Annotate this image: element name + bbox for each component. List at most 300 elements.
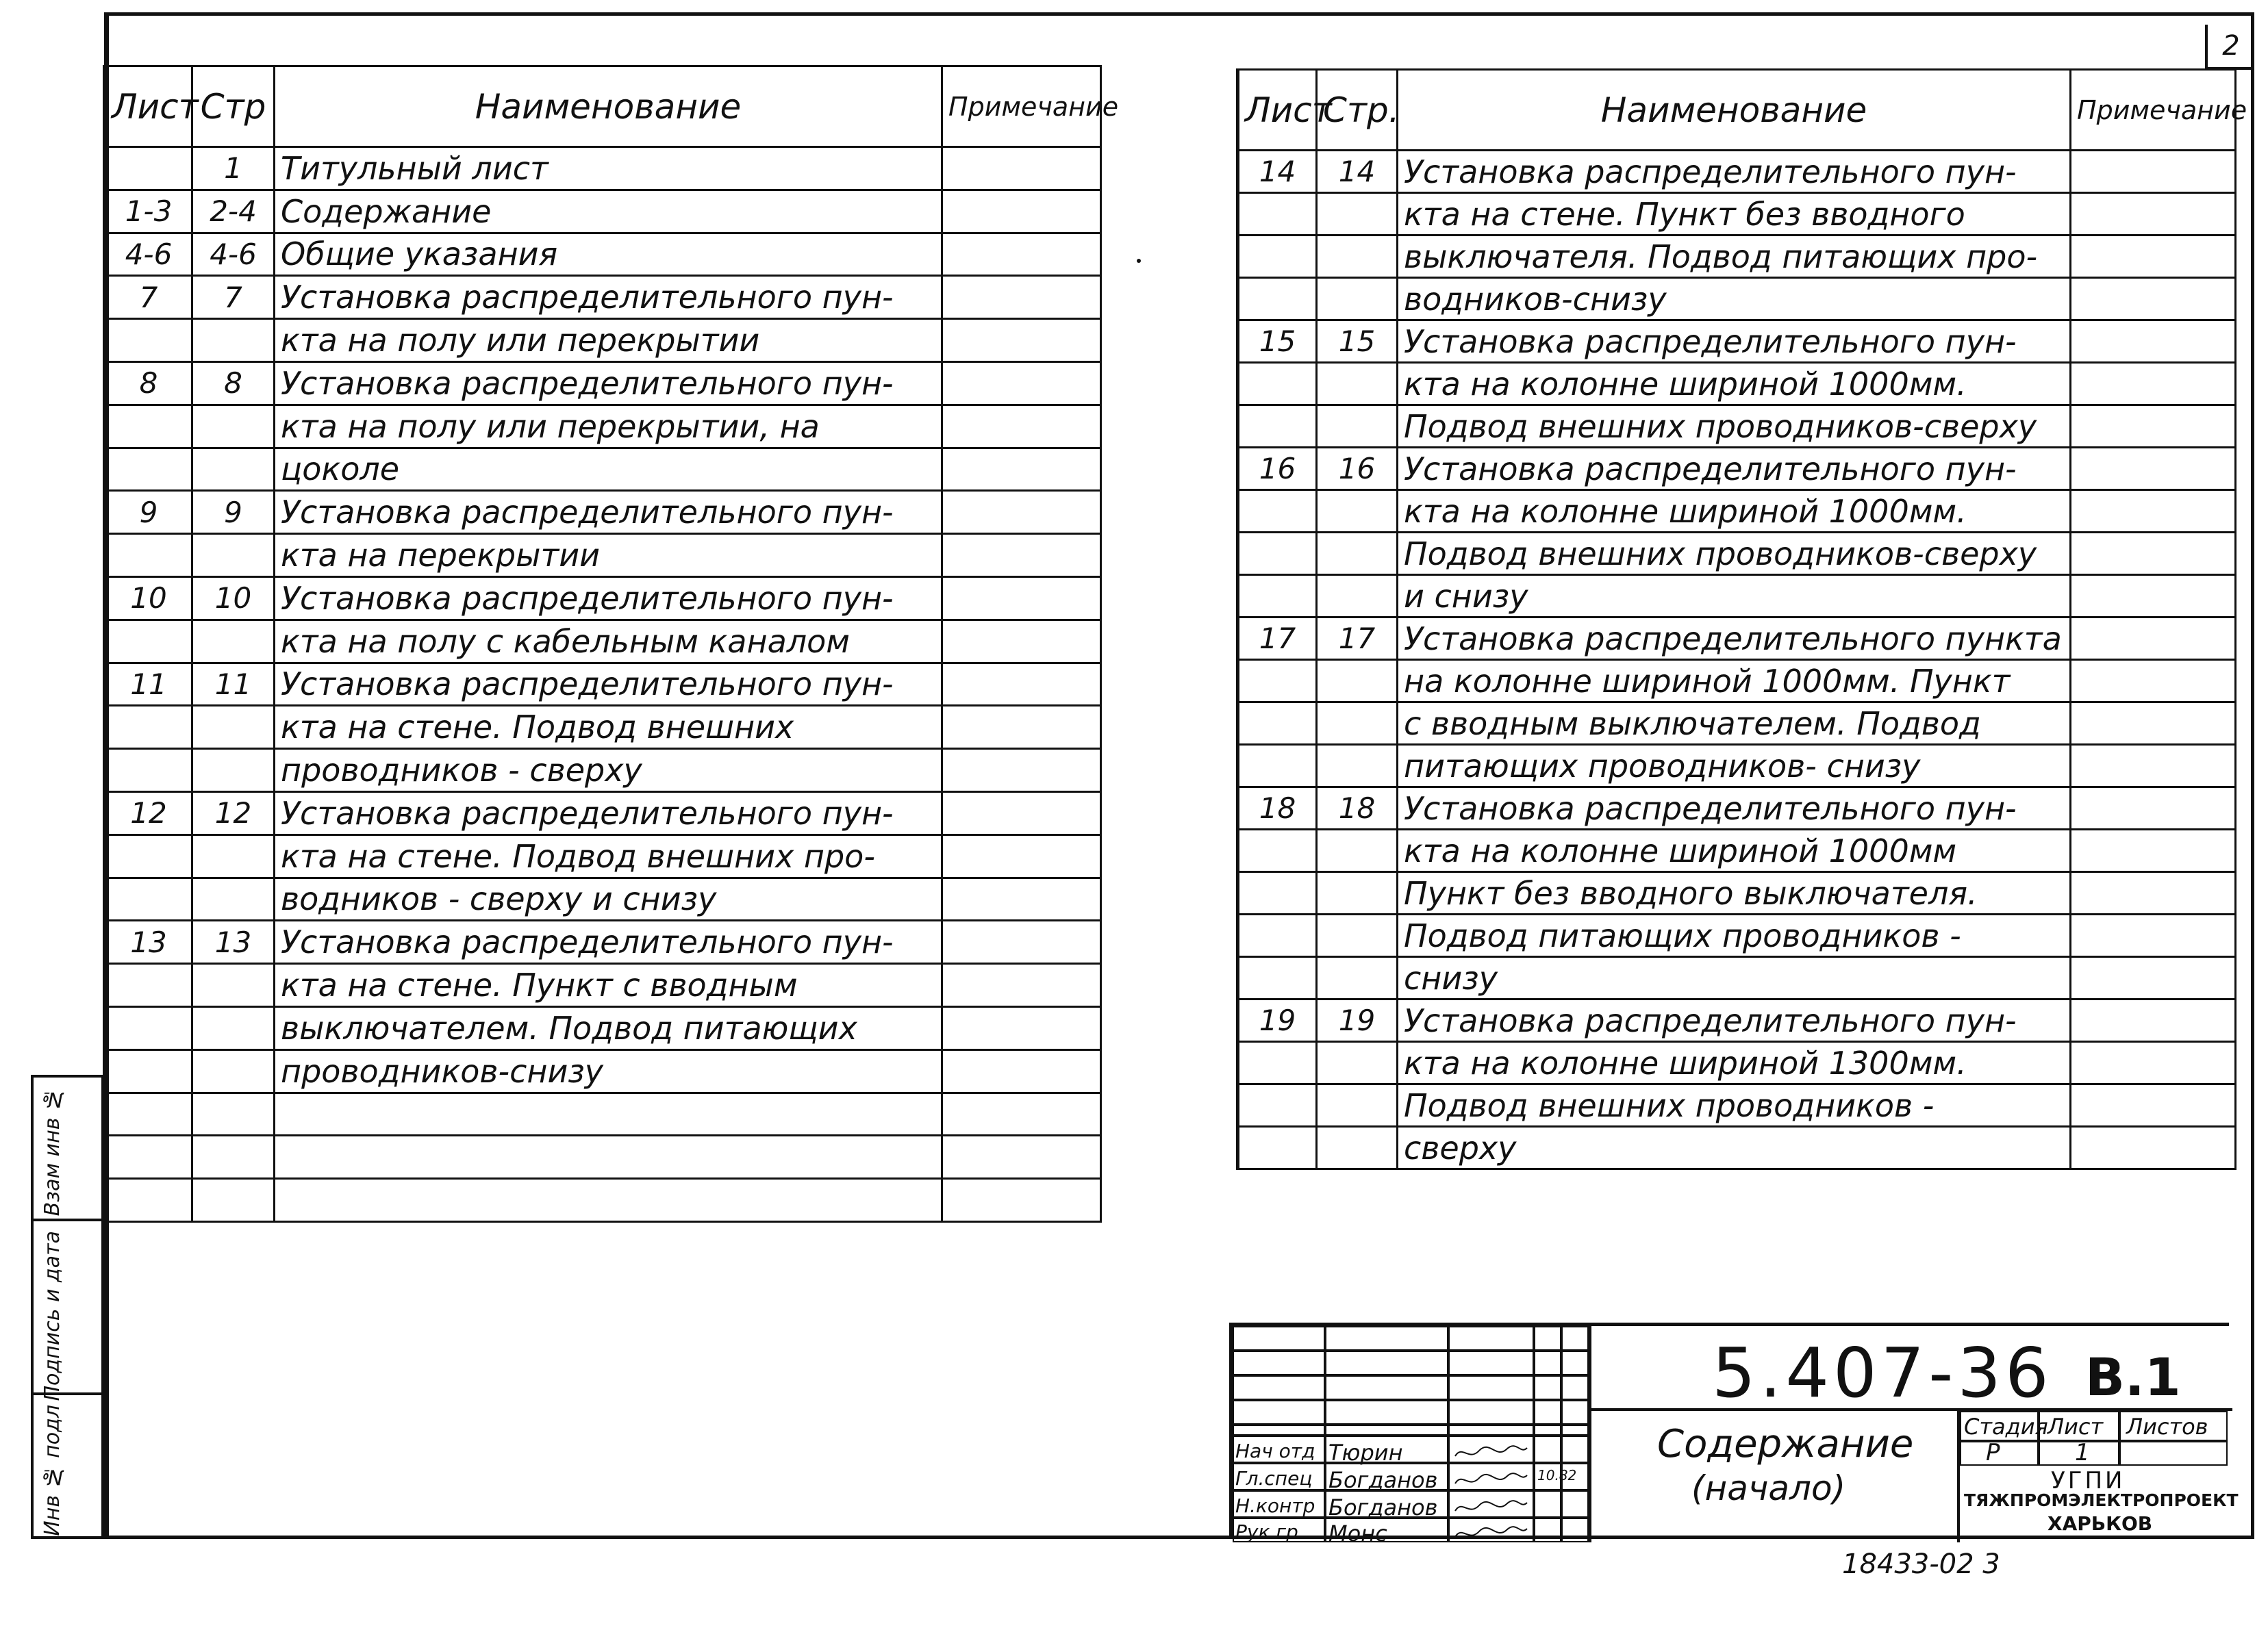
- cell-list: 4-6: [105, 233, 192, 276]
- cell-page: [192, 1006, 275, 1049]
- cell-name: на колонне шириной 1000мм. Пункт: [1398, 660, 2071, 702]
- cell-note: [2071, 745, 2236, 787]
- cell-page: [192, 534, 275, 577]
- cell-page: [192, 1179, 275, 1222]
- cell-name: Установка распределительного пун-: [275, 576, 942, 620]
- cell-page: [192, 319, 275, 362]
- table-row: [1238, 745, 2236, 787]
- cell-note: [2071, 1042, 2236, 1084]
- cell-note: [2071, 448, 2236, 490]
- sheet-value: 1: [2075, 1439, 2090, 1466]
- cell-name: Установка распределительного пун-: [275, 921, 942, 964]
- cell-note: [2071, 575, 2236, 617]
- cell-list: [1238, 872, 1317, 915]
- cell-page: [1317, 575, 1398, 617]
- cell-page: [192, 749, 275, 792]
- cell-note: [2071, 151, 2236, 193]
- table-row: [105, 233, 1101, 276]
- handwritten-signature: [1452, 1468, 1530, 1493]
- signature-name: Монс: [1328, 1520, 1387, 1546]
- cell-name: Подвод внешних проводников-сверху: [1398, 405, 2071, 448]
- cell-page: [1317, 660, 1398, 702]
- cell-list: [1238, 830, 1317, 872]
- cell-list: 1-3: [105, 190, 192, 233]
- signature-grid-cell: [1233, 1326, 1325, 1351]
- cell-list: [105, 319, 192, 362]
- cell-name: кта на колонне шириной 1000мм: [1398, 830, 2071, 872]
- cell-note: [2071, 490, 2236, 533]
- cell-name: водников - сверху и снизу: [275, 878, 942, 921]
- signature-grid-cell: [1448, 1351, 1534, 1375]
- cell-page: 8: [192, 361, 275, 405]
- table-row: [105, 620, 1101, 663]
- cell-note: [2071, 278, 2236, 320]
- header-list: Лист: [105, 66, 192, 147]
- table-row: [105, 921, 1101, 964]
- cell-list: [1238, 745, 1317, 787]
- header-note: Примечание: [2071, 70, 2236, 151]
- cell-list: [1238, 278, 1317, 320]
- table-header-row: [105, 66, 1101, 147]
- cell-list: [105, 448, 192, 491]
- cell-list: 7: [105, 276, 192, 319]
- strip-cell-vzam: [34, 1075, 101, 1219]
- cell-name: кта на колонне шириной 1000мм.: [1398, 490, 2071, 533]
- cell-list: [105, 878, 192, 921]
- table-row: [105, 1006, 1101, 1049]
- cell-page: 13: [192, 921, 275, 964]
- cell-page: 14: [1317, 151, 1398, 193]
- cell-name: с вводным выключателем. Подвод: [1398, 702, 2071, 745]
- cell-name: выключателя. Подвод питающих про-: [1398, 235, 2071, 278]
- cell-list: [1238, 1127, 1317, 1169]
- cell-page: 19: [1317, 999, 1398, 1042]
- table-row: [1238, 490, 2236, 533]
- cell-note: [942, 576, 1101, 620]
- sheet-label: Лист: [2048, 1414, 2104, 1440]
- cell-note: [2071, 320, 2236, 363]
- cell-list: [105, 1049, 192, 1093]
- cell-list: [105, 1093, 192, 1136]
- cell-name: проводников-снизу: [275, 1049, 942, 1093]
- signature-grid-cell: [1561, 1425, 1589, 1436]
- cell-note: [942, 1136, 1101, 1179]
- sheet-title: Содержание: [1657, 1422, 1914, 1466]
- cell-list: [105, 1179, 192, 1222]
- cell-note: [2071, 1084, 2236, 1127]
- cell-page: [1317, 405, 1398, 448]
- cell-list: [1238, 702, 1317, 745]
- table-header-row: [1238, 70, 2236, 151]
- signature-grid-cell: [1534, 1400, 1561, 1425]
- table-row: [105, 534, 1101, 577]
- cell-list: [105, 706, 192, 749]
- cell-note: [2071, 957, 2236, 999]
- cell-note: [942, 663, 1101, 706]
- table-row: [105, 276, 1101, 319]
- cell-note: [2071, 702, 2236, 745]
- cell-page: [192, 878, 275, 921]
- table-row: [1238, 193, 2236, 235]
- cell-list: [1238, 575, 1317, 617]
- stage-value: Р: [1986, 1439, 2000, 1466]
- cell-name: Установка распределительного пун-: [1398, 151, 2071, 193]
- cell-page: [192, 706, 275, 749]
- cell-name: кта на стене. Пункт с вводным: [275, 964, 942, 1007]
- cell-page: [1317, 872, 1398, 915]
- header-page: Стр.: [1317, 70, 1398, 151]
- table-row: [1238, 702, 2236, 745]
- strip-cell-podpis: [34, 1219, 101, 1401]
- table-row: [1238, 617, 2236, 660]
- archive-number: 18433-02 3: [1842, 1549, 2000, 1580]
- handwritten-signature: [1452, 1522, 1530, 1546]
- cell-note: [942, 921, 1101, 964]
- table-row: [105, 405, 1101, 448]
- cell-list: [1238, 193, 1317, 235]
- cell-list: 13: [105, 921, 192, 964]
- signature-grid-cell: [1534, 1436, 1561, 1463]
- cell-note: [942, 276, 1101, 319]
- cell-note: [942, 964, 1101, 1007]
- signature-grid-cell: [1448, 1375, 1534, 1400]
- cell-name: проводников - сверху: [275, 749, 942, 792]
- cell-page: 16: [1317, 448, 1398, 490]
- cell-name: Подвод внешних проводников-сверху: [1398, 533, 2071, 575]
- cell-name: кта на стене. Подвод внешних про-: [275, 835, 942, 878]
- cell-note: [2071, 787, 2236, 830]
- cell-name: кта на перекрытии: [275, 534, 942, 577]
- cell-note: [942, 147, 1101, 190]
- cell-page: 4-6: [192, 233, 275, 276]
- cell-note: [942, 1049, 1101, 1093]
- title-block: [1229, 1323, 2239, 1546]
- cell-list: 18: [1238, 787, 1317, 830]
- cell-name: водников-снизу: [1398, 278, 2071, 320]
- table-row: [1238, 235, 2236, 278]
- signature-role: Н.контр: [1235, 1494, 1315, 1517]
- signature-grid-cell: [1448, 1400, 1534, 1425]
- handwritten-signature: [1452, 1441, 1530, 1466]
- cell-note: [942, 361, 1101, 405]
- cell-page: [1317, 363, 1398, 405]
- signature-name: Тюрин: [1328, 1440, 1403, 1466]
- sheet-number-box: 2: [2205, 25, 2254, 70]
- cell-page: [1317, 533, 1398, 575]
- cell-name: кта на полу или перекрытии: [275, 319, 942, 362]
- org-line-3: ХАРЬКОВ: [2048, 1512, 2153, 1535]
- cell-page: [192, 620, 275, 663]
- cell-page: [1317, 490, 1398, 533]
- cell-list: [105, 620, 192, 663]
- header-page: Стр: [192, 66, 275, 147]
- header-note: Примечание: [942, 66, 1101, 147]
- cell-note: [942, 491, 1101, 534]
- signature-grid-cell: [1561, 1518, 1589, 1542]
- cell-page: [1317, 745, 1398, 787]
- table-row: [1238, 660, 2236, 702]
- sheet-subtitle: (начало): [1691, 1468, 1846, 1508]
- cell-name: Установка распределительного пун-: [275, 491, 942, 534]
- cell-name: Подвод внешних проводников -: [1398, 1084, 2071, 1127]
- table-row: [105, 147, 1101, 190]
- cell-note: [942, 190, 1101, 233]
- cell-list: 12: [105, 791, 192, 835]
- cell-note: [2071, 660, 2236, 702]
- sheets-value-cell: [2119, 1441, 2228, 1466]
- cell-note: [2071, 363, 2236, 405]
- cell-note: [942, 319, 1101, 362]
- signature-name: Богданов: [1328, 1494, 1438, 1520]
- table-row: [105, 749, 1101, 792]
- cell-page: [192, 448, 275, 491]
- cell-name: Установка распределительного пун-: [275, 361, 942, 405]
- table-row: [1238, 872, 2236, 915]
- org-line-2: ТЯЖПРОМЭЛЕКТРОПРОЕКТ: [1964, 1490, 2239, 1510]
- cell-name: сверху: [1398, 1127, 2071, 1169]
- cell-list: 19: [1238, 999, 1317, 1042]
- table-row: [1238, 448, 2236, 490]
- cell-note: [2071, 533, 2236, 575]
- cell-note: [942, 405, 1101, 448]
- cell-list: [1238, 1084, 1317, 1127]
- cell-name: кта на стене. Пункт без вводного: [1398, 193, 2071, 235]
- signature-grid-cell: [1561, 1400, 1589, 1425]
- cell-page: 18: [1317, 787, 1398, 830]
- signature-grid-cell: [1534, 1351, 1561, 1375]
- cell-name: [275, 1179, 942, 1222]
- signature-grid-cell: [1325, 1400, 1448, 1425]
- cell-list: 10: [105, 576, 192, 620]
- cell-list: [1238, 363, 1317, 405]
- header-name: Наименование: [1398, 70, 2071, 151]
- cell-note: [2071, 617, 2236, 660]
- table-row: [1238, 533, 2236, 575]
- table-row: [1238, 278, 2236, 320]
- table-row: [105, 1093, 1101, 1136]
- cell-page: [1317, 1127, 1398, 1169]
- table-row: [1238, 151, 2236, 193]
- table-row: [105, 491, 1101, 534]
- cell-name: Установка распределительного пун-: [1398, 320, 2071, 363]
- cell-name: Содержание: [275, 190, 942, 233]
- cell-list: [105, 749, 192, 792]
- cell-list: 17: [1238, 617, 1317, 660]
- cell-page: [192, 405, 275, 448]
- signature-grid-cell: [1561, 1326, 1589, 1351]
- cell-name: Установка распределительного пун-: [275, 791, 942, 835]
- cell-list: [105, 1006, 192, 1049]
- table-row: [105, 663, 1101, 706]
- cell-list: [105, 835, 192, 878]
- cell-list: [105, 405, 192, 448]
- cell-page: [1317, 235, 1398, 278]
- signature-name: Богданов: [1328, 1467, 1438, 1493]
- cell-note: [942, 1093, 1101, 1136]
- cell-list: [1238, 533, 1317, 575]
- cell-name: Установка распределительного пун-: [1398, 999, 2071, 1042]
- signature-grid-cell: [1561, 1436, 1589, 1463]
- cell-page: [1317, 957, 1398, 999]
- cell-list: [1238, 1042, 1317, 1084]
- cell-page: 7: [192, 276, 275, 319]
- cell-name: [275, 1093, 942, 1136]
- signature-grid-cell: [1325, 1351, 1448, 1375]
- cell-note: [942, 835, 1101, 878]
- cell-page: [1317, 193, 1398, 235]
- table-row: [105, 791, 1101, 835]
- cell-page: 12: [192, 791, 275, 835]
- table-row: [105, 319, 1101, 362]
- cell-list: 9: [105, 491, 192, 534]
- signature-role: Гл.спец: [1235, 1467, 1313, 1490]
- cell-name: Общие указания: [275, 233, 942, 276]
- cell-note: [942, 233, 1101, 276]
- table-row: [1238, 830, 2236, 872]
- signature-grid-cell: [1233, 1425, 1325, 1436]
- table-row: [1238, 999, 2236, 1042]
- cell-page: 10: [192, 576, 275, 620]
- cell-name: кта на полу с кабельным каналом: [275, 620, 942, 663]
- cell-list: [105, 147, 192, 190]
- table-row: [105, 835, 1101, 878]
- cell-list: [105, 534, 192, 577]
- org-line-1: УГПИ: [2051, 1467, 2126, 1494]
- signature-grid-cell: [1233, 1351, 1325, 1375]
- cell-page: [192, 1093, 275, 1136]
- cell-name: Титульный лист: [275, 147, 942, 190]
- signature-date: 10.82: [1537, 1467, 1577, 1483]
- cell-name: кта на колонне шириной 1000мм.: [1398, 363, 2071, 405]
- signature-grid-cell: [1534, 1425, 1561, 1436]
- signature-grid-cell: [1534, 1326, 1561, 1351]
- cell-note: [2071, 830, 2236, 872]
- signature-grid-cell: [1233, 1400, 1325, 1425]
- cell-note: [942, 749, 1101, 792]
- cell-name: кта на стене. Подвод внешних: [275, 706, 942, 749]
- sheets-label: Листов: [2126, 1414, 2208, 1440]
- cell-list: [1238, 405, 1317, 448]
- cell-note: [942, 791, 1101, 835]
- table-row: [1238, 320, 2236, 363]
- cell-note: [942, 534, 1101, 577]
- binding-strip: [31, 1075, 104, 1539]
- cell-list: [1238, 915, 1317, 957]
- cell-note: [942, 448, 1101, 491]
- cell-page: 15: [1317, 320, 1398, 363]
- cell-name: Установка распределительного пун-: [1398, 787, 2071, 830]
- cell-name: питающих проводников- снизу: [1398, 745, 2071, 787]
- cell-page: 1: [192, 147, 275, 190]
- table-row: [1238, 1042, 2236, 1084]
- header-list: Лист: [1238, 70, 1317, 151]
- strip-cell-inv: [34, 1392, 101, 1539]
- cell-name: цоколе: [275, 448, 942, 491]
- cell-note: [2071, 235, 2236, 278]
- table-row: [105, 1179, 1101, 1222]
- cell-note: [2071, 405, 2236, 448]
- signature-grid-cell: [1561, 1375, 1589, 1400]
- table-row: [105, 964, 1101, 1007]
- strip-label-inv: Инв № подл: [40, 1405, 64, 1536]
- strip-label-podpis: Подпись и дата: [40, 1231, 64, 1401]
- cell-list: 15: [1238, 320, 1317, 363]
- volume-label: В.1: [2085, 1347, 2181, 1408]
- cell-name: Установка распределительного пун-: [275, 276, 942, 319]
- cell-name: Подвод питающих проводников -: [1398, 915, 2071, 957]
- signature-grid-cell: [1534, 1490, 1561, 1518]
- cell-name: Установка распределительного пун-: [1398, 448, 2071, 490]
- cell-name: выключателем. Подвод питающих: [275, 1006, 942, 1049]
- cell-name: Установка распределительного пункта: [1398, 617, 2071, 660]
- cell-page: [1317, 915, 1398, 957]
- contents-table-left: [103, 65, 1119, 1223]
- cell-page: 11: [192, 663, 275, 706]
- cell-name: Установка распределительного пун-: [275, 663, 942, 706]
- handwritten-signature: [1452, 1496, 1530, 1520]
- cell-note: [2071, 1127, 2236, 1169]
- table-row: [105, 706, 1101, 749]
- signature-grid-cell: [1534, 1518, 1561, 1542]
- divider: [1589, 1323, 1591, 1542]
- strip-label-vzam: Взам инв №: [40, 1087, 64, 1217]
- table-row: [1238, 957, 2236, 999]
- table-row: [1238, 915, 2236, 957]
- cell-list: [1238, 235, 1317, 278]
- cell-note: [2071, 915, 2236, 957]
- cell-list: 14: [1238, 151, 1317, 193]
- signature-grid-cell: [1325, 1326, 1448, 1351]
- cell-page: [192, 1049, 275, 1093]
- cell-note: [942, 620, 1101, 663]
- cell-list: [1238, 660, 1317, 702]
- table-row: [105, 190, 1101, 233]
- cell-list: [1238, 957, 1317, 999]
- cell-name: Пункт без вводного выключателя.: [1398, 872, 2071, 915]
- cell-note: [942, 878, 1101, 921]
- cell-page: [1317, 1084, 1398, 1127]
- cell-page: [1317, 278, 1398, 320]
- cell-page: 17: [1317, 617, 1398, 660]
- cell-name: кта на колонне шириной 1300мм.: [1398, 1042, 2071, 1084]
- cell-note: [2071, 872, 2236, 915]
- cell-page: [1317, 702, 1398, 745]
- document-code: 5.407-36: [1712, 1333, 2053, 1413]
- cell-name: кта на полу или перекрытии, на: [275, 405, 942, 448]
- cell-list: 16: [1238, 448, 1317, 490]
- table-row: [105, 1136, 1101, 1179]
- cell-page: [192, 1136, 275, 1179]
- signature-role: Нач отд: [1235, 1440, 1315, 1462]
- cell-list: 11: [105, 663, 192, 706]
- cell-note: [942, 1179, 1101, 1222]
- signature-role: Рук гр: [1235, 1520, 1298, 1543]
- table-row: [105, 576, 1101, 620]
- ink-dot: [1137, 259, 1141, 263]
- signature-grid-cell: [1561, 1351, 1589, 1375]
- cell-page: 9: [192, 491, 275, 534]
- table-row: [105, 878, 1101, 921]
- cell-page: 2-4: [192, 190, 275, 233]
- table-row: [1238, 787, 2236, 830]
- cell-list: [105, 964, 192, 1007]
- table-row: [1238, 1084, 2236, 1127]
- cell-note: [942, 1006, 1101, 1049]
- table-row: [1238, 405, 2236, 448]
- cell-note: [2071, 999, 2236, 1042]
- cell-page: [192, 964, 275, 1007]
- cell-name: [275, 1136, 942, 1179]
